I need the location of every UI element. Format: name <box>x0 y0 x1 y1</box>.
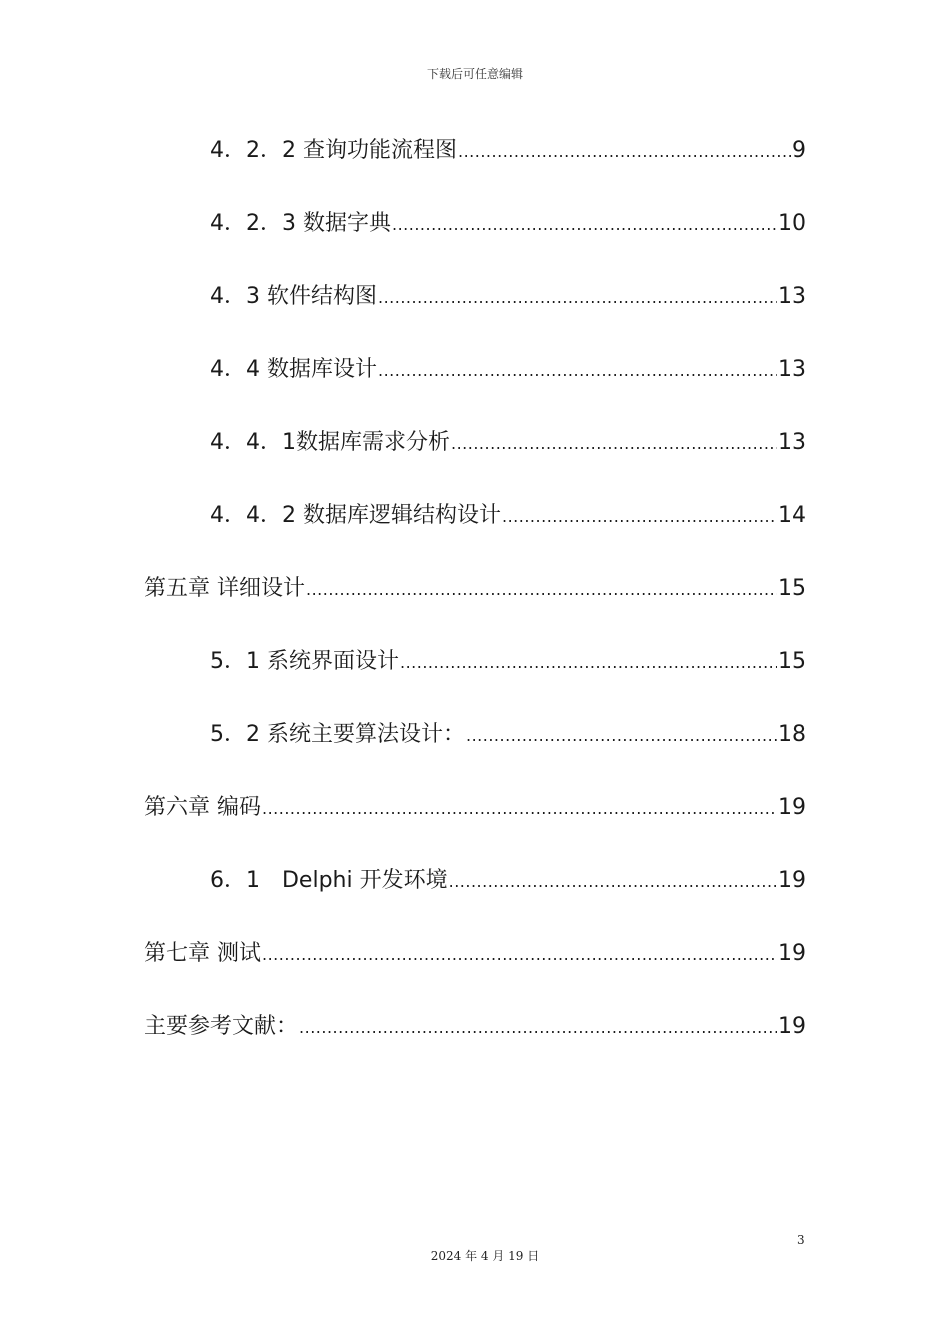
toc-leader <box>502 497 777 537</box>
toc-leader <box>400 643 777 683</box>
toc-entry-label: 4．4．1数据库需求分析 <box>210 430 450 455</box>
toc-entry[interactable] <box>210 423 806 463</box>
toc-entry-page: 15 <box>778 649 806 674</box>
toc-entry-page: 19 <box>778 941 806 966</box>
toc-entry[interactable] <box>210 131 806 171</box>
toc-entry[interactable] <box>210 496 806 536</box>
toc-entry[interactable] <box>210 861 806 901</box>
toc-entry-label: 4．2．2 查询功能流程图 <box>210 138 457 163</box>
toc-entry[interactable] <box>210 642 806 682</box>
toc-entry-label: 5．1 系统界面设计 <box>210 649 399 674</box>
toc-leader <box>392 205 777 245</box>
toc-entry[interactable] <box>144 788 806 828</box>
toc-entry-page: 14 <box>778 503 806 528</box>
page-number: 3 <box>797 1233 805 1247</box>
toc-leader <box>466 716 777 756</box>
toc-entry-page: 19 <box>778 868 806 893</box>
toc-entry-label: 主要参考文献： <box>144 1014 299 1039</box>
toc-entry[interactable] <box>210 350 806 390</box>
toc-leader <box>262 935 777 975</box>
toc-entry[interactable] <box>210 204 806 244</box>
page-header: 下载后可任意编辑 <box>426 67 523 81</box>
toc-leader <box>299 1008 777 1048</box>
toc-entry-page: 15 <box>778 576 806 601</box>
toc-entry-label: 第六章 编码 <box>144 795 261 820</box>
toc-entry-label: 4．3 软件结构图 <box>210 284 377 309</box>
toc-entry-label: 4．4．2 数据库逻辑结构设计 <box>210 503 501 528</box>
toc-entry-label: 第五章 详细设计 <box>144 576 305 601</box>
toc-entry-page: 19 <box>778 1014 806 1039</box>
toc-entry-page: 9 <box>792 138 806 163</box>
toc-entry-page: 13 <box>778 284 806 309</box>
toc-entry-label: 4．2．3 数据字典 <box>210 211 391 236</box>
toc-entry-page: 19 <box>778 795 806 820</box>
toc-entry[interactable] <box>210 277 806 317</box>
toc-leader <box>451 424 777 464</box>
toc-leader <box>378 278 777 318</box>
toc-leader <box>458 132 791 172</box>
toc-leader <box>262 789 777 829</box>
toc-entry-label: 4．4 数据库设计 <box>210 357 377 382</box>
toc-leader <box>378 351 777 391</box>
toc-entry[interactable] <box>144 569 806 609</box>
toc-entry[interactable] <box>210 715 806 755</box>
toc-entry-page: 18 <box>778 722 806 747</box>
toc-entry-label: 6．1 Delphi 开发环境 <box>210 868 448 893</box>
toc-entry-page: 13 <box>778 430 806 455</box>
toc-entry-page: 13 <box>778 357 806 382</box>
toc-leader <box>449 862 777 902</box>
toc-entry-label: 第七章 测试 <box>144 941 261 966</box>
toc-entry[interactable] <box>144 1007 806 1047</box>
toc-entry-label: 5．2 系统主要算法设计： <box>210 722 465 747</box>
toc-leader <box>306 570 777 610</box>
toc-entry[interactable] <box>144 934 806 974</box>
toc-entry-page: 10 <box>778 211 806 236</box>
page-footer-date: 2024 年 4 月 19 日 <box>430 1249 540 1263</box>
